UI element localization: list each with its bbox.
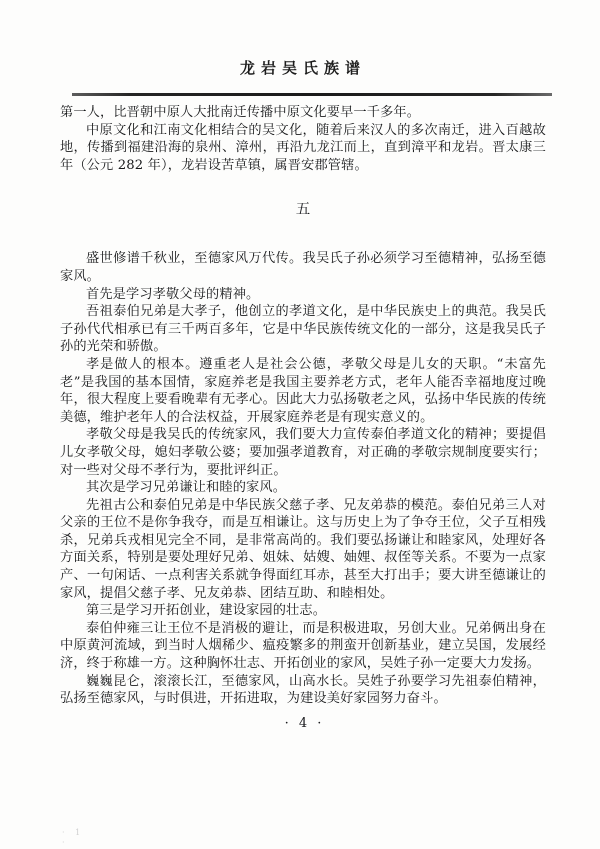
paragraph: 中原文化和江南文化相结合的吴文化，随着后来汉人的多次南迁，进入百越故地，传播到福建沿海的泉州、漳州，再沿九龙江而上，直到漳平和龙岩。晋太康三年（公元 282 年），龙岩设苦草镇，属晋安郡管辖。	[60, 122, 546, 173]
running-header	[0, 58, 600, 78]
paragraph: 其次是学习兄弟谦让和睦的家风。	[86, 480, 287, 496]
scan-artifact: · 1 ·	[62, 828, 85, 847]
paragraph: 第一人，比晋朝中原人大批南迁传播中原文化要早一千多年。	[60, 105, 421, 120]
paragraph: 首先是学习孝敬父母的精神。	[86, 286, 260, 302]
header-divider-rule	[72, 93, 552, 96]
paragraph: 孝敬父母是我吴氏的传统家风，我们要大力宣传泰伯孝道文化的精神；要提倡儿女孝敬父母，媳妇孝敬公婆；要加强孝道教育，对正确的孝敬宗规制度要实行；对一些对父母不孝行为，要批评纠正。	[60, 427, 546, 478]
paragraph: 巍巍昆仑，滚滚长江，至德家风，山高水长。吴姓子孙要学习先祖泰伯精神，弘扬至德家风，与时俱进，开拓进取，为建设美好家园努力奋斗。	[60, 673, 546, 707]
paragraph: 第三是学习开拓创业，建设家园的壮志。	[86, 603, 327, 619]
paragraph: 盛世修谱千秋业，至德家风万代传。我吴氏子孙必须学习至德精神，弘扬至德家风。	[60, 251, 546, 284]
paragraph: 泰伯仲雍三让王位不是消极的避让，而是积极进取，另创大业。兄弟俩出身在中原黄河流域，到当时人烟稀少、瘟疫繁多的荆蛮开创新基业，建立吴国，发展经济，终于称雄一方。这种胸怀壮志、开拓创业的家风，吴姓子孙一定要大力发扬。	[60, 620, 546, 672]
page-number: · 4 ·	[284, 715, 325, 731]
paragraph: 吾祖泰伯兄弟是大孝子，他创立的孝道文化，是中华民族史上的典范。我吴氏子孙代代相承已有三千两百多年，它是中华民族传统文化的一部分，这是我吴氏子孙的光荣和骄傲。	[60, 304, 546, 355]
section-number-heading: 五	[295, 202, 311, 219]
body-text-column	[60, 104, 546, 733]
paragraph: 先祖古公和泰伯兄弟是中华民族父慈子孝、兄友弟恭的模范。泰伯兄弟三人对父亲的王位不是你争我夺，而是互相谦让。这与历史上为了争夺王位，父子互相残杀，兄弟兵戎相见完全不同，是非常高尚的。我们要弘扬谦让和睦家风，处理好各方面关系，特别是要处理好兄弟、姐妹、姑嫂、妯娌、叔侄等关系。不要为一点家产、一句闲话、一点利害关系就争得面红耳赤，甚至大打出手；要大讲至德谦让的家风，提倡父慈子孝、兄友弟恭、团结互助、和睦相处。	[60, 497, 546, 601]
paragraph: 孝是做人的根本。遵重老人是社会公德，孝敬父母是儿女的天职。“未富先老”是我国的基本国情，家庭养老是我国主要养老方式，老年人能否幸福地度过晚年，很大程度上要看晚辈有无孝心。因此大力弘扬敬老之风，弘扬中华民族的传统美德，维护老年人的合法权益，开展家庭养老是有现实意义的。	[60, 356, 546, 425]
page-title: 龙岩吴氏族谱	[239, 59, 366, 77]
